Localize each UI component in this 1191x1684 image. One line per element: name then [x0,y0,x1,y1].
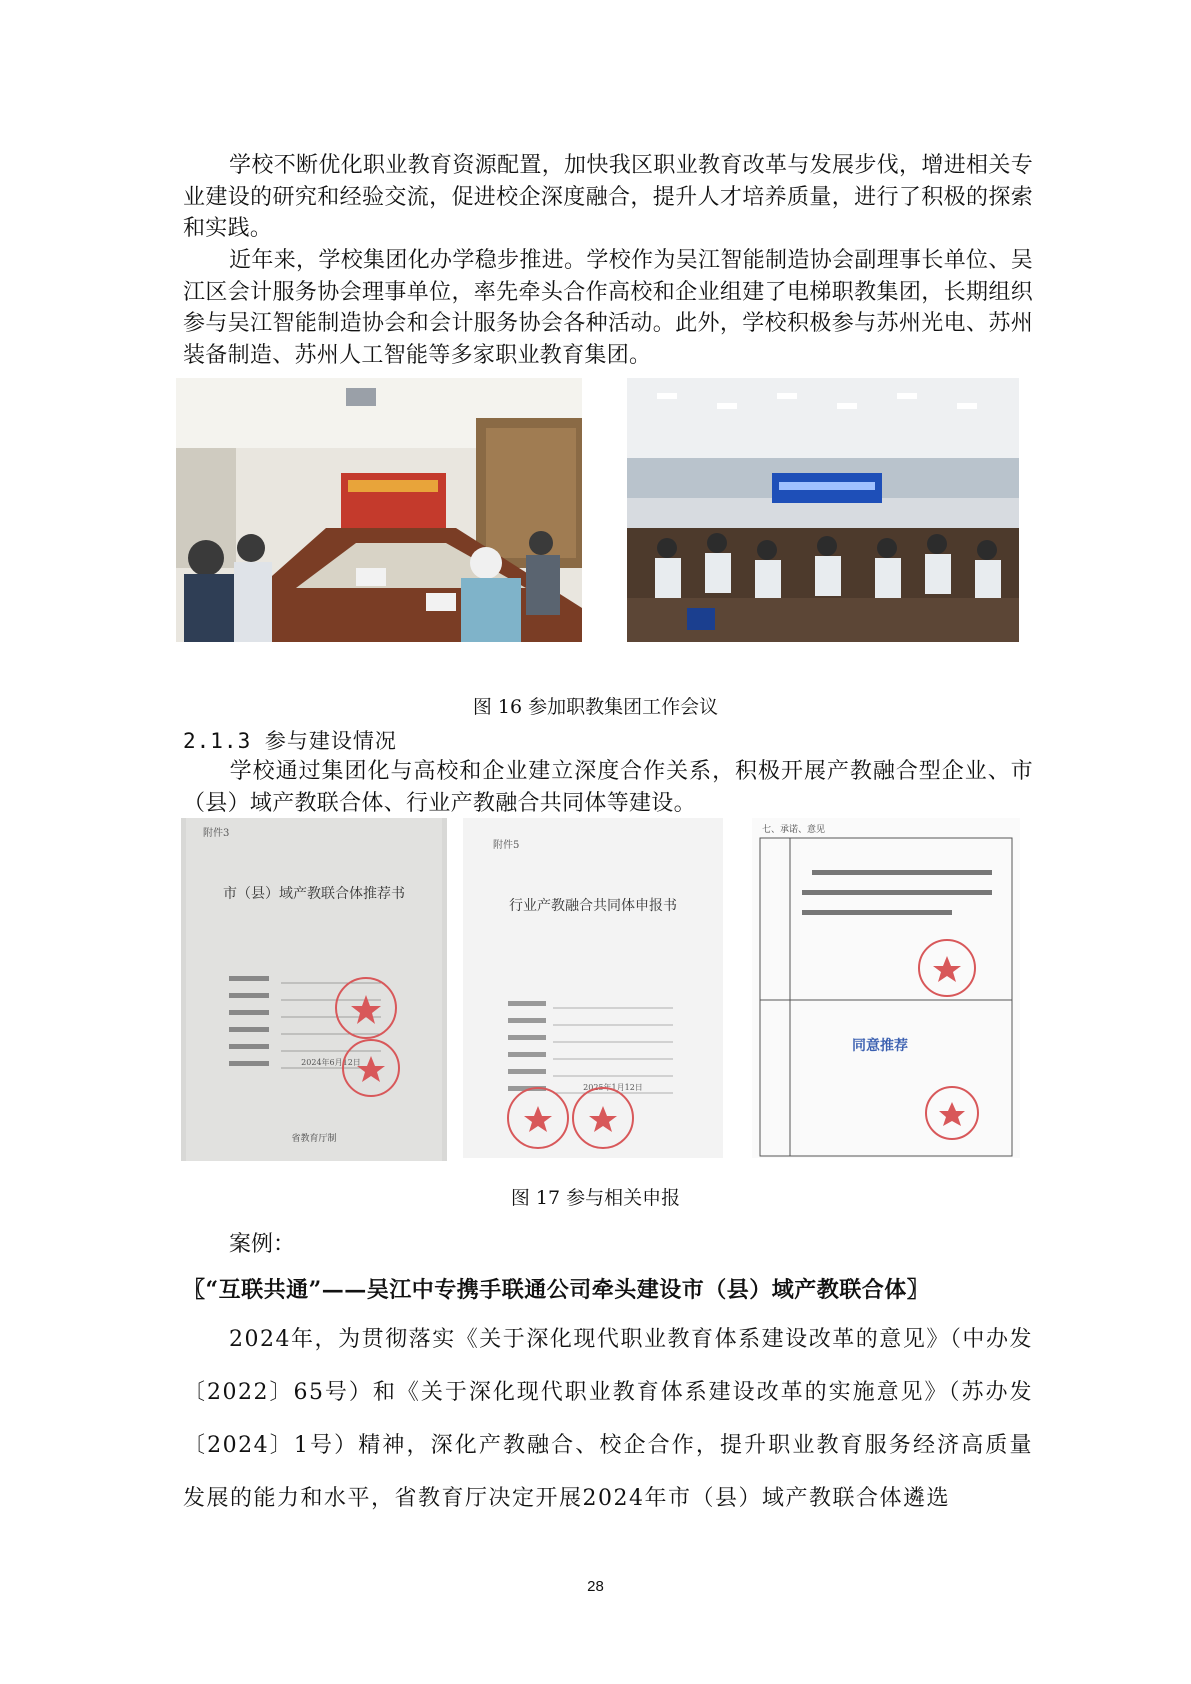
paragraph-integration: 学校通过集团化与高校和企业建立深度合作关系，积极开展产教融合型企业、市（县）域产教联合体、行业产教融合共同体等建设。 [183,759,1033,816]
case-title: 〖“互联共通”——吴江中专携手联通公司牵头建设市（县）域产教联合体〗 [183,1277,930,1303]
endorsement-document-photo [752,818,1020,1158]
figure-16-caption: 图 16 参加职教集团工作会议 [472,696,719,718]
paragraph-resource-allocation: 学校不断优化职业教育资源配置，加快我区职业教育改革与发展步伐，增进相关专业建设的研究和经验交流，促进校企深度融合，提升人才培养质量，进行了积极的探索和实践。 [183,153,1033,241]
meeting-photo-left [176,378,582,642]
doc2-date-text: 2025年1月12日 [583,1083,643,1092]
doc2-title-text: 行业产教融合共同体申报书 [509,898,677,914]
doc1-footer-text: 省教育厅制 [291,1134,337,1144]
case-body-paragraph: 2024年，为贯彻落实《关于深化现代职业教育体系建设改革的意见》（中办发〔2022〕65号）和《关于深化现代职业教育体系建设改革的实施意见》（苏办发〔2024〕1号）精神，深化产教融合、校企合作，提升职业教育服务经济高质量发展的能力和水平，省教育厅决定开展2024年市（县）域产教联合体遴选 [183,1327,1033,1511]
doc1-corner-text: 附件3 [203,828,230,839]
doc1-date-text: 2024年6月12日 [301,1058,361,1067]
doc2-corner-text: 附件5 [493,840,520,851]
doc1-title-text: 市（县）域产教联合体推荐书 [223,886,405,902]
doc3-corner-text: 七、承诺、意见 [762,825,826,835]
section-heading: 2.1.3 参与建设情况 [183,729,397,753]
paragraph-group-education: 近年来，学校集团化办学稳步推进。学校作为吴江智能制造协会副理事长单位、吴江区会计服务协会理事单位，率先牵头合作高校和企业组建了电梯职教集团，长期组织参与吴江智能制造协会和会计服务协会各种活动。此外，学校积极参与苏州光电、苏州装备制造、苏州人工智能等多家职业教育集团。 [183,248,1033,368]
application-document-photo [463,818,723,1158]
meeting-photo-right [627,378,1019,642]
page-number: 28 [587,1578,604,1595]
figure-17-caption: 图 17 参与相关申报 [510,1187,681,1209]
case-label: 案例： [229,1232,296,1257]
doc3-stamp-text: 同意推荐 [852,1038,908,1054]
recommendation-document-photo [181,818,447,1161]
